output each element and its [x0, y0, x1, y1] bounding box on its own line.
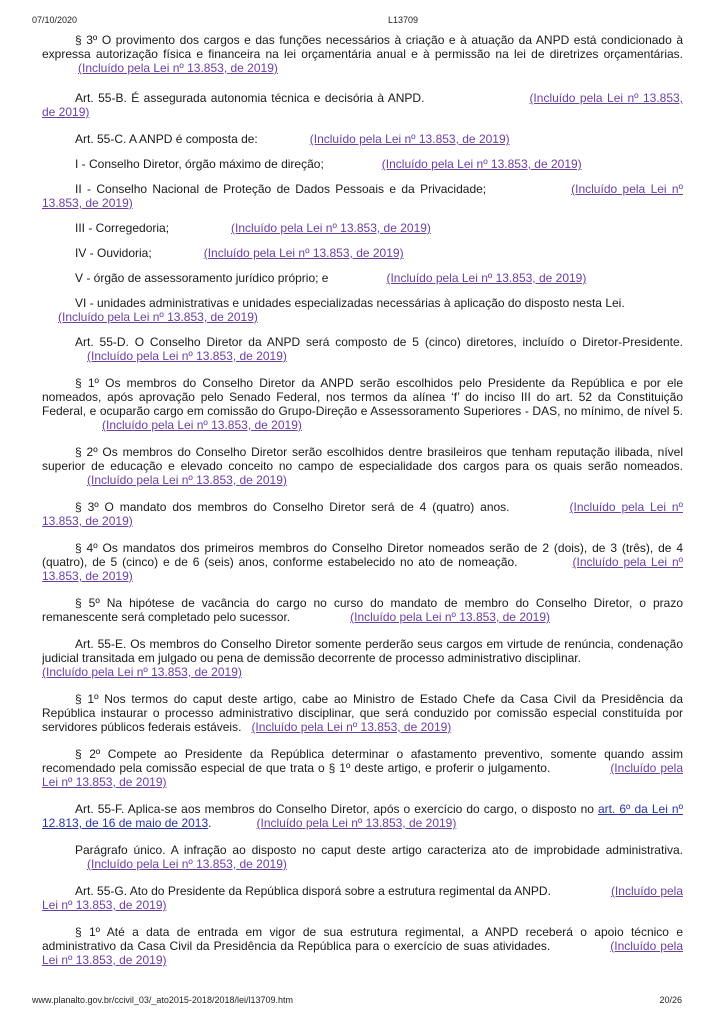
paragraph-text: V - órgão de assessoramento jurídico próprio; e	[75, 271, 329, 285]
paragraph	[42, 182, 683, 210]
paragraph-text: IV - Ouvidoria;	[75, 246, 152, 260]
inclusion-link[interactable]: (Incluído pela Lei nº 13.853, de 2019)	[42, 91, 683, 119]
paragraph-text: Art. 55-E. Os membros do Conselho Diretor somente perderão seus cargos em virtude de renúncia, condenação judicial transitada em julgado ou pena de demissão decorrente de processo administrativo disciplinar.	[42, 637, 683, 665]
inclusion-link[interactable]: (Incluído pela Lei nº 13.853, de 2019)	[102, 418, 302, 432]
inclusion-link[interactable]: (Incluído pela Lei nº 13.853, de 2019)	[381, 157, 582, 171]
inclusion-link[interactable]: (Incluído pela Lei nº 13.853, de 2019)	[87, 857, 287, 871]
paragraph-text: I - Conselho Diretor, órgão máximo de direção;	[75, 157, 324, 171]
paragraph	[42, 157, 683, 171]
inclusion-link[interactable]: (Incluído pela Lei nº 13.853, de 2019)	[251, 720, 452, 734]
paragraph-text: § 3º O provimento dos cargos e das funções necessários à criação e à atuação da ANPD está condicionado à expressa autorização física e financeira na lei orçamentária anual e à permissão na lei de diretrizes orçamentárias.	[42, 33, 683, 61]
paragraph	[42, 541, 683, 583]
inclusion-link[interactable]: (Incluído pela Lei nº 13.853, de 2019)	[78, 61, 278, 75]
inclusion-link[interactable]: (Incluído pela Lei nº 13.853, de 2019)	[42, 761, 683, 789]
inclusion-link[interactable]: (Incluído pela Lei nº 13.853, de 2019)	[386, 271, 587, 285]
paragraph	[42, 221, 683, 235]
footer-url: www.planalto.gov.br/ccivil_03/_ato2015-2018/2018/lei/l13709.htm	[32, 995, 294, 1005]
paragraph	[42, 925, 683, 967]
inclusion-link[interactable]: (Incluído pela Lei nº 13.853, de 2019)	[42, 939, 683, 967]
footer-page-number: 20/26	[659, 995, 682, 1005]
paragraph-text: VI - unidades administrativas e unidades especializadas necessárias à aplicação do disposto nesta Lei.	[75, 296, 625, 310]
paragraph	[42, 692, 683, 734]
paragraph-text: § 1º Nos termos do caput deste artigo, cabe ao Ministro de Estado Chefe da Casa Civil da Presidência da República instaurar o processo administrativo disciplinar, que será conduzido por comissão especial constituída por servidores públicos federais estáveis.	[42, 692, 683, 734]
inclusion-link[interactable]: (Incluído pela Lei nº 13.853, de 2019)	[256, 816, 457, 830]
paragraph	[42, 246, 683, 260]
document-body	[42, 33, 683, 983]
paragraph-text: Art. 55-C. A ANPD é composta de:	[75, 132, 258, 146]
header-title: L13709	[388, 15, 419, 25]
paragraph	[42, 91, 683, 119]
inclusion-link[interactable]: (Incluído pela Lei nº 13.853, de 2019)	[58, 310, 258, 324]
paragraph-text: § 1º Os membros do Conselho Diretor da ANPD serão escolhidos pelo Presidente da República e por ele nomeados, após aprovação pelo Senado Federal, nos termos da alínea ‘f’ do inciso III do art. 52 da Constituição Federal, e ocuparão cargo em comissão do Grupo-Direção e Assessoramento Superiores - DAS, no mínimo, de nível 5.	[42, 376, 683, 418]
paragraph	[42, 637, 683, 679]
paragraph-text: II - Conselho Nacional de Proteção de Dados Pessoais e da Privacidade;	[75, 182, 487, 196]
inclusion-link[interactable]: (Incluído pela Lei nº 13.853, de 2019)	[87, 349, 287, 363]
paragraph-text: § 1º Até a data de entrada em vigor de sua estrutura regimental, a ANPD receberá o apoio técnico e administrativo da Casa Civil da Presidência da República para o exercício de suas atividades.	[42, 925, 683, 953]
inclusion-link[interactable]: (Incluído pela Lei nº 13.853, de 2019)	[42, 665, 242, 679]
paragraph	[42, 596, 683, 624]
inclusion-link[interactable]: (Incluído pela Lei nº 13.853, de 2019)	[42, 500, 683, 528]
paragraph	[42, 33, 683, 75]
inclusion-link[interactable]: (Incluído pela Lei nº 13.853, de 2019)	[42, 884, 683, 912]
paragraph	[42, 132, 683, 146]
law-reference-link[interactable]: art. 6º da Lei nº 12.813, de 16 de maio de 2013	[42, 802, 683, 830]
paragraph-text: III - Corregedoria;	[75, 221, 170, 235]
paragraph-text: § 3º O mandato dos membros do Conselho Diretor será de 4 (quatro) anos.	[75, 500, 510, 514]
paragraph	[42, 884, 683, 912]
paragraph	[42, 747, 683, 789]
header-date: 07/10/2020	[32, 15, 78, 25]
paragraph-text: § 5º Na hipótese de vacância do cargo no curso do mandato de membro do Conselho Diretor, o prazo remanescente será completado pelo sucessor.	[42, 596, 683, 624]
paragraph	[42, 271, 683, 285]
paragraph	[42, 445, 683, 487]
paragraph-text: Art. 55-G. Ato do Presidente da República disporá sobre a estrutura regimental da ANPD.	[75, 884, 551, 898]
paragraph	[42, 335, 683, 363]
inclusion-link[interactable]: (Incluído pela Lei nº 13.853, de 2019)	[350, 610, 551, 624]
paragraph	[42, 376, 683, 432]
paragraph-text: § 4º Os mandatos dos primeiros membros do Conselho Diretor nomeados serão de 2 (dois), de 3 (três), de 4 (quatro), de 5 (cinco) e de 6 (seis) anos, conforme estabelecido no ato de nomeação.	[42, 541, 683, 569]
inclusion-link[interactable]: (Incluído pela Lei nº 13.853, de 2019)	[309, 132, 510, 146]
paragraph-text: Parágrafo único. A infração ao disposto no caput deste artigo caracteriza ato de improbidade administrativa.	[75, 843, 683, 857]
paragraph-text-end: .	[208, 816, 212, 830]
paragraph-text: Art. 55-F. Aplica-se aos membros do Conselho Diretor, após o exercício do cargo, o disposto no	[75, 802, 594, 816]
paragraph	[42, 843, 683, 871]
paragraph-text: § 2º Compete ao Presidente da República determinar o afastamento preventivo, somente quando assim recomendado pela comissão especial de que trata o § 1º deste artigo, e proferir o julgamento.	[42, 747, 683, 775]
inclusion-link[interactable]: (Incluído pela Lei nº 13.853, de 2019)	[87, 473, 287, 487]
paragraph-text: Art. 55-B. É assegurada autonomia técnica e decisória à ANPD.	[75, 91, 425, 105]
inclusion-link[interactable]: (Incluído pela Lei nº 13.853, de 2019)	[42, 555, 683, 583]
paragraph	[42, 296, 683, 324]
inclusion-link[interactable]: (Incluído pela Lei nº 13.853, de 2019)	[203, 246, 404, 260]
paragraph	[42, 500, 683, 528]
paragraph	[42, 802, 683, 830]
inclusion-link[interactable]: (Incluído pela Lei nº 13.853, de 2019)	[42, 182, 683, 210]
paragraph-text: Art. 55-D. O Conselho Diretor da ANPD será composto de 5 (cinco) diretores, incluído o Diretor-Presidente.	[75, 335, 683, 349]
inclusion-link[interactable]: (Incluído pela Lei nº 13.853, de 2019)	[231, 221, 431, 235]
paragraph-text: § 2º Os membros do Conselho Diretor serão escolhidos dentre brasileiros que tenham reputação ilibada, nível superior de educação e elevado conceito no campo de especialidade dos cargos para os quais serão nomeados.	[42, 445, 683, 473]
